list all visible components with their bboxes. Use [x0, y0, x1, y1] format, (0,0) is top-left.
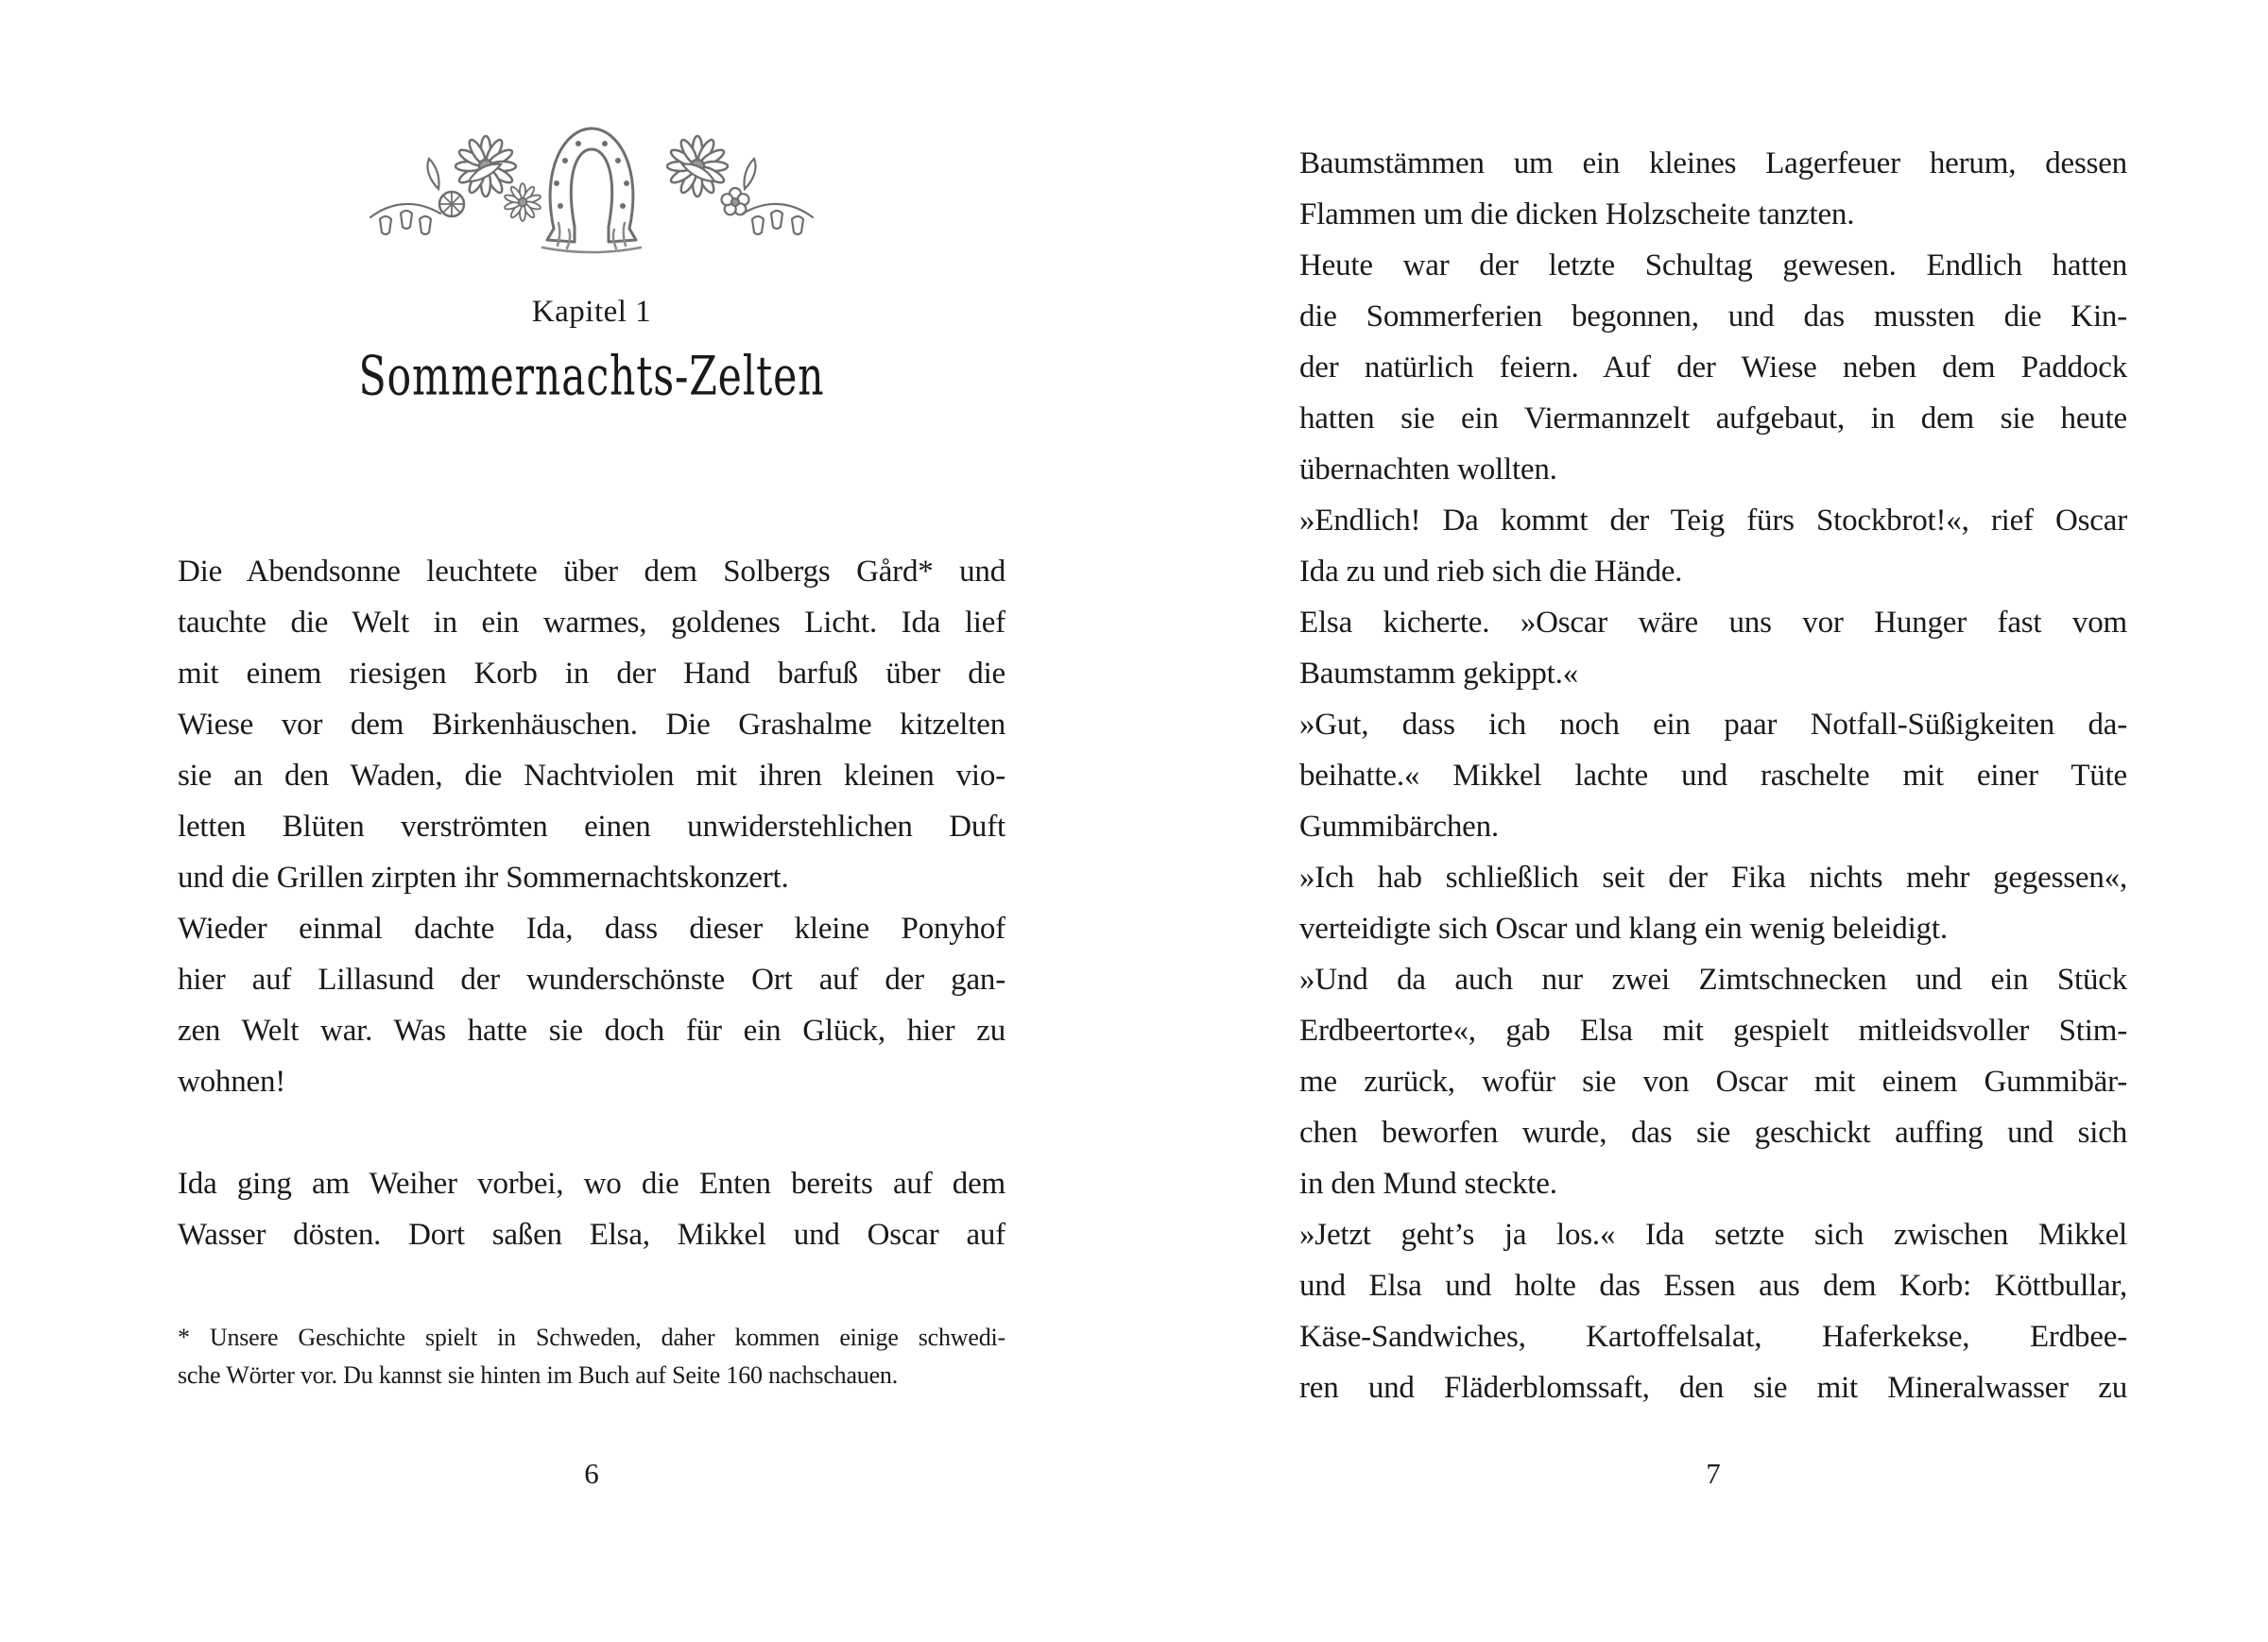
paragraph-gap: [178, 1107, 1005, 1158]
text-line: »Ich hab schließlich seit der Fika nichts mehr gegessen«,: [1299, 861, 2127, 895]
page-number: 6: [584, 1457, 599, 1490]
text-line: ren und Fläderblomssaft, den sie mit Mineralwasser zu: [1299, 1371, 2127, 1405]
chapter-label: Kapitel 1: [531, 295, 652, 329]
text-line: hatten sie ein Viermannzelt aufgebaut, in dem sie heute: [1299, 402, 2127, 436]
text-line: wohnen!: [178, 1065, 286, 1099]
text-line: »Und da auch nur zwei Zimtschnecken und ein Stück: [1299, 963, 2127, 997]
text-line: Baumstamm gekippt.«: [1299, 657, 1579, 691]
horseshoe-nail-holes: [554, 141, 629, 209]
right-page: [1299, 0, 2127, 1642]
text-line: Ida ging am Weiher vorbei, wo die Enten bereits auf dem: [178, 1167, 1005, 1201]
text-line: und Elsa und holte das Essen aus dem Korb: Köttbullar,: [1299, 1269, 2127, 1303]
text-line: »Jetzt geht’s ja los.« Ida setzte sich zwischen Mikkel: [1299, 1218, 2127, 1252]
text-line: in den Mund steckte.: [1299, 1167, 1557, 1201]
text-line: »Gut, dass ich noch ein paar Notfall-Süßigkeiten da-: [1299, 708, 2127, 742]
text-line: Flammen um die dicken Holzscheite tanzten.: [1299, 197, 1855, 231]
daisy-icon: [504, 183, 541, 221]
text-line: mit einem riesigen Korb in der Hand barfuß über die: [178, 657, 1005, 691]
text-line: Die Abendsonne leuchtete über dem Solbergs Gård* und: [178, 555, 1005, 589]
text-line: der natürlich feiern. Auf der Wiese neben dem Paddock: [1299, 351, 2127, 385]
text-line: sche Wörter vor. Du kannst sie hinten im Buch auf Seite 160 nachschauen.: [178, 1361, 899, 1389]
chapter-title: Sommernachts-Zelten: [358, 346, 825, 408]
bellflower-icon: [743, 204, 813, 234]
text-line: und die Grillen zirpten ihr Sommernachtskonzert.: [178, 861, 789, 895]
text-line: Baumstämmen um ein kleines Lagerfeuer herum, dessen: [1299, 146, 2127, 180]
body-text: [178, 546, 1005, 1260]
grass-icon: [542, 223, 641, 252]
text-line: Heute war der letzte Schultag gewesen. Endlich hatten: [1299, 248, 2127, 282]
text-line: beihatte.« Mikkel lachte und raschelte mit einer Tüte: [1299, 759, 2127, 793]
text-line: sie an den Waden, die Nachtviolen mit ihren kleinen vio-: [178, 759, 1005, 793]
page-number: 7: [1706, 1457, 1721, 1490]
pompom-flower-icon: [439, 192, 464, 216]
footnote: [178, 1319, 1005, 1394]
text-line: letten Blüten verströmten einen unwiderstehlichen Duft: [178, 810, 1005, 844]
bellflower-icon: [370, 204, 440, 234]
body-text: [1299, 138, 2127, 1413]
five-petal-flower-icon: [722, 188, 749, 214]
text-line: chen beworfen wurde, das sie geschickt auffing und sich: [1299, 1116, 2127, 1150]
text-line: tauchte die Welt in ein warmes, goldenes Licht. Ida lief: [178, 606, 1005, 640]
text-line: Wieder einmal dachte Ida, dass dieser kleine Ponyhof: [178, 912, 1005, 946]
horseshoe-icon: [547, 128, 636, 242]
text-line: * Unsere Geschichte spielt in Schweden, daher kommen einige schwedi-: [178, 1324, 1005, 1351]
text-line: Käse-Sandwiches, Kartoffelsalat, Haferkekse, Erdbee-: [1299, 1320, 2127, 1354]
text-line: hier auf Lillasund der wunderschönste Ort auf der gan-: [178, 963, 1005, 997]
horseshoe-flowers-illustration: [327, 113, 856, 265]
text-line: me zurück, wofür sie von Oscar mit einem Gummibär-: [1299, 1065, 2127, 1099]
text-line: »Endlich! Da kommt der Teig fürs Stockbrot!«, rief Oscar: [1299, 504, 2127, 538]
text-line: Elsa kicherte. »Oscar wäre uns vor Hunger fast vom: [1299, 606, 2127, 640]
text-line: verteidigte sich Oscar und klang ein wenig beleidigt.: [1299, 912, 1948, 946]
text-line: übernachten wollten.: [1299, 453, 1557, 487]
left-page: [178, 0, 1005, 1642]
text-line: die Sommerferien begonnen, und das mussten die Kin-: [1299, 299, 2127, 334]
text-line: zen Welt war. Was hatte sie doch für ein Glück, hier zu: [178, 1014, 1005, 1048]
text-line: Erdbeertorte«, gab Elsa mit gespielt mitleidsvoller Stim-: [1299, 1014, 2127, 1048]
text-line: Wiese vor dem Birkenhäuschen. Die Grashalme kitzelten: [178, 708, 1005, 742]
text-line: Gummibärchen.: [1299, 810, 1499, 844]
text-line: Ida zu und rieb sich die Hände.: [1299, 555, 1683, 589]
text-line: Wasser dösten. Dort saßen Elsa, Mikkel und Oscar auf: [178, 1218, 1005, 1252]
